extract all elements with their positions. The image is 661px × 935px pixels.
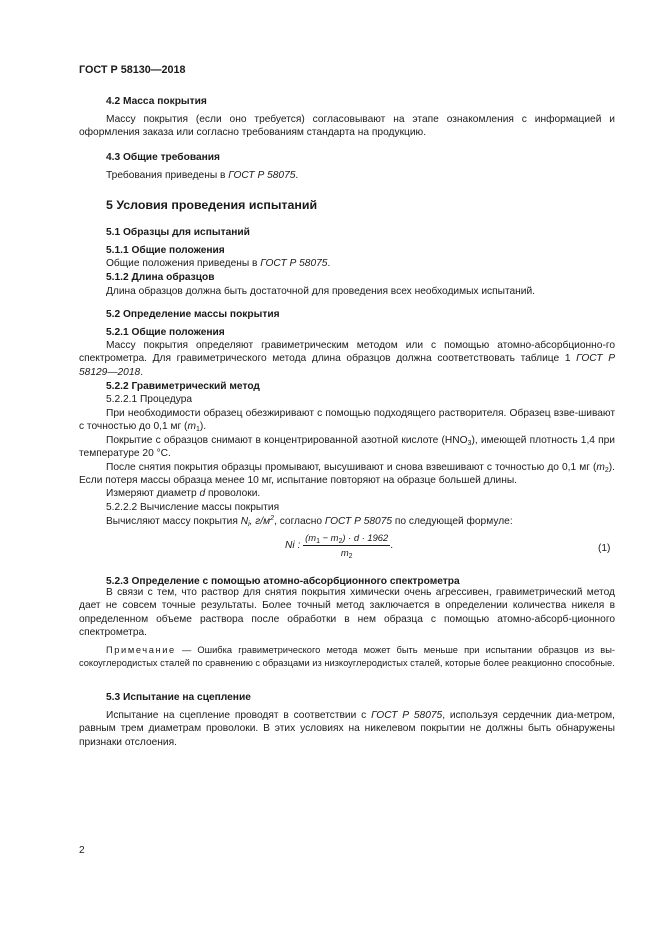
ref-gost-58075: ГОСТ Р 58075 — [324, 516, 393, 527]
note-label: Примечание — [106, 645, 176, 655]
heading-5: 5 Условия проведения испытаний — [106, 198, 318, 212]
note-text: — Ошибка гравиметрического метода может быть меньше при испытании образцов из вы-сокоуглеродистых сталей по сравнению с образцами из низкоуглеродистых сталей, которые более реакционно способные. — [79, 645, 615, 668]
text-diameter-a: Измеряют диаметр — [106, 488, 200, 500]
var-m: m — [596, 461, 605, 473]
paragraph-5-2-3 — [79, 586, 615, 640]
paragraph-diameter — [79, 487, 615, 500]
text-5-3-b: , используя сердечник диа-метром, равным трем диаметрам проволоки. В этих условиях на никелевом покрытии не должны быть обнаружены признаки отслоения. — [79, 710, 615, 748]
text-5-2-1-a: Массу покрытия определяют гравиметрическим методом или с помощью атомно-абсорбционно-го спектрометра. Для гравиметрического метода длина образцов должна соответствовать таблице 1 — [79, 340, 615, 365]
num-sub-2: 2 — [338, 538, 343, 545]
var-m: m — [187, 421, 196, 433]
sub-1: 1 — [195, 426, 200, 434]
var-d: d — [199, 488, 206, 500]
formula-end: . — [390, 539, 394, 551]
paragraph-calc — [79, 515, 615, 528]
num-sub-1: 1 — [316, 538, 320, 545]
text-nitric-a: Покрытие с образцов снимают в концентрированной азотной кислоте (HNO — [106, 434, 468, 446]
paragraph-4-2 — [79, 113, 615, 140]
num-part-b: − m — [319, 532, 339, 543]
heading-5-2-2-2: 5.2.2.2 Вычисление массы покрытия — [106, 502, 280, 513]
text-calc-c: по следующей формуле: — [392, 516, 513, 527]
text-calc-b: , согласно — [274, 516, 325, 527]
heading-5-2-2-1: 5.2.2.1 Процедура — [106, 394, 193, 405]
paragraph-degrease — [79, 407, 615, 434]
formula-numerator — [303, 532, 390, 546]
text-reweigh-a: После снятия покрытия образцы промывают, высушивают и снова взвешивают с точностью до 0,1 мг ( — [106, 461, 597, 473]
heading-5-2-1: 5.2.1 Общие положения — [106, 327, 225, 338]
sub-2: 2 — [604, 466, 609, 474]
ref-gost-58075: ГОСТ Р 58075 — [260, 258, 328, 269]
heading-5-2-2: 5.2.2 Гравиметрический метод — [106, 381, 260, 392]
procedure-block — [79, 407, 615, 501]
paragraph-reweigh — [79, 461, 615, 488]
paragraph-4-3 — [79, 169, 615, 182]
num-part-c: ) · d · 1962 — [342, 532, 389, 543]
text-reweigh-b: ). Если потеря массы образца менее 10 мг, испытание повторяют на образце большей длины. — [79, 461, 615, 487]
sub-3: 3 — [467, 439, 472, 447]
heading-4-3: 4.3 Общие требования — [106, 152, 220, 163]
ref-gost-58075: ГОСТ Р 58075 — [371, 710, 443, 721]
paragraph-5-1-1 — [79, 257, 615, 270]
formula-1 — [285, 532, 405, 562]
sub-i: i — [248, 521, 250, 528]
heading-5-2: 5.2 Определение массы покрытия — [106, 309, 280, 320]
text-5-1-1-b: . — [327, 258, 331, 269]
text-calc-a: Вычисляют массу покрытия — [106, 516, 241, 527]
text-degrease-b: ). — [199, 421, 207, 433]
note-block — [79, 644, 615, 669]
text-5-2-3: В связи с тем, что раствор для снятия покрытия химически очень агрессивен, гравиметрический метод дает не совсем точные результаты. Более точный метод заключается в определении количества никеля в определенном объеме раствора после обработки в нем образца с помощью атомно-абсорб-ционного спектрометра. — [79, 587, 615, 639]
text-degrease-a: При необходимости образец обезжиривают с помощью подходящего растворителя. Образец взве-шивают с точностью до 0,1 мг ( — [79, 408, 615, 433]
text-4-3-a: Требования приведены в — [106, 170, 229, 181]
unit-g-m: , г/м — [249, 516, 271, 527]
den-sub: 2 — [348, 553, 353, 560]
ref-gost-58129: ГОСТ Р 58129—2018 — [79, 353, 615, 378]
ref-gost-58075: ГОСТ Р 58075 — [228, 170, 296, 181]
den-var: m — [340, 547, 349, 558]
heading-5-3: 5.3 Испытание на сцепление — [106, 692, 251, 703]
formula-denominator — [303, 546, 390, 559]
var-n: N — [240, 516, 249, 527]
heading-5-1-1: 5.1.1 Общие положения — [106, 245, 225, 256]
heading-4-2: 4.2 Масса покрытия — [106, 96, 207, 107]
text-5-1-2: Длина образцов должна быть достаточной для проведения всех необходимых испытаний. — [106, 286, 536, 297]
heading-5-2-3: 5.2.3 Определение с помощью атомно-абсорбционного спектрометра — [106, 576, 460, 587]
text-5-1-1-a: Общие положения приведены в — [106, 258, 261, 269]
paragraph-5-3 — [79, 709, 615, 749]
sup-2: 2 — [270, 515, 275, 522]
paragraph-5-1-2 — [79, 285, 615, 298]
text-4-2: Массу покрытия (если оно требуется) согласовывают на этапе ознакомления с информацией и оформления заказа или согласно требованиям стандарта на продукцию. — [79, 114, 615, 139]
text-diameter-b: проволоки. — [205, 488, 261, 500]
text-nitric-b: ), имеющей плотность 1,4 при температуре 20 °С. — [79, 434, 615, 460]
heading-5-1-2: 5.1.2 Длина образцов — [106, 272, 215, 283]
text-5-3-a: Испытание на сцепление проводят в соответствии с — [106, 710, 372, 721]
formula-number: (1) — [598, 543, 611, 554]
paragraph-nitric-acid — [79, 434, 615, 461]
text-4-3-b: . — [295, 170, 299, 181]
text-5-2-1-b: . — [140, 366, 144, 378]
paragraph-5-2-1 — [79, 339, 615, 379]
num-part-a: (m — [305, 532, 317, 543]
formula-lhs: Ni : — [285, 539, 301, 551]
standard-header: ГОСТ Р 58130—2018 — [79, 64, 186, 76]
page-number: 2 — [79, 845, 85, 856]
heading-5-1: 5.1 Образцы для испытаний — [106, 227, 250, 238]
formula-fraction — [303, 532, 390, 559]
